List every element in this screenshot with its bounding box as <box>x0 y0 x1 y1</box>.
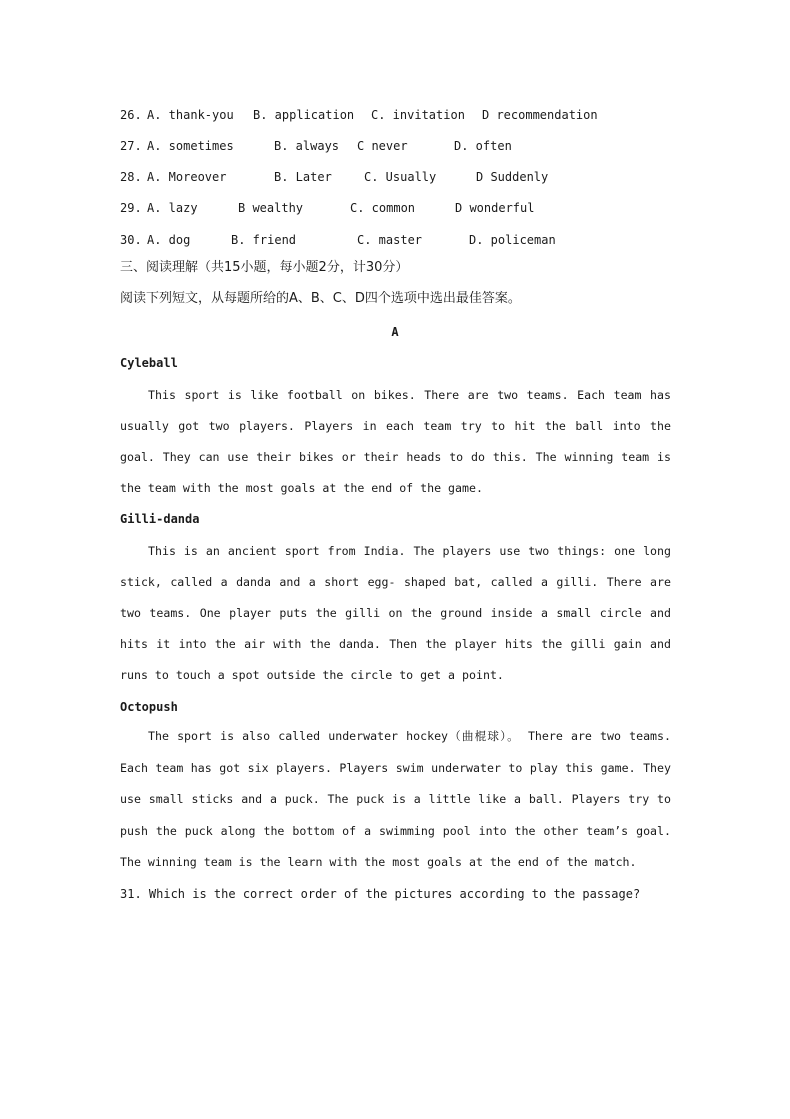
question-31: 31. Which is the correct order of the pictures according to the passage? <box>120 887 641 901</box>
option-c: C. invitation <box>371 108 465 122</box>
option-row-27 <box>120 138 680 154</box>
option-a: A. sometimes <box>147 139 234 153</box>
heading-gilli-danda: Gilli-danda <box>120 512 200 526</box>
passage-letter: A <box>391 325 399 339</box>
section-title: 三、阅读理解（共15小题，每小题2分，计30分） <box>120 260 409 275</box>
option-row-29 <box>120 200 680 216</box>
option-b: B. always <box>274 139 340 153</box>
paragraph-octopush: The sport is also called underwater hockey（曲棍球）。 There are two teams. Each team has got six players. Players swim underwater to play this game. They use small sticks and a puck. The puck is a little like a ball. Players try to push the puck along the bottom of a swimming pool into the other team’s goal. The winning team is the learn with the most goals at the end of the match. <box>120 729 671 869</box>
option-b: B. application <box>253 108 355 122</box>
option-c: C. common <box>350 201 416 215</box>
question-number: 26. <box>120 108 142 122</box>
heading-octopush: Octopush <box>120 700 178 714</box>
option-a: A. Moreover <box>147 170 227 184</box>
question-number: 28. <box>120 170 142 184</box>
option-d: D Suddenly <box>476 170 549 184</box>
heading-cyleball: Cyleball <box>120 356 178 370</box>
option-row-30 <box>120 232 680 248</box>
question-number: 27. <box>120 139 142 153</box>
option-b: B. friend <box>231 233 297 247</box>
option-a: A. lazy <box>147 201 198 215</box>
option-row-26 <box>120 107 680 123</box>
paragraph-cyleball: This sport is like football on bikes. There are two teams. Each team has usually got two players. Players in each team try to hit the ball into the goal. They can use their bikes or their heads to do this. The winning team is the team with the most goals at the end of the game. <box>120 388 671 495</box>
option-a: A. dog <box>147 233 191 247</box>
option-c: C. master <box>357 233 423 247</box>
question-number: 29. <box>120 201 142 215</box>
option-b: B. Later <box>274 170 332 184</box>
option-d: D. policeman <box>469 233 556 247</box>
option-d: D recommendation <box>482 108 598 122</box>
option-d: D wonderful <box>455 201 535 215</box>
option-c: C never <box>357 139 408 153</box>
option-d: D. often <box>454 139 512 153</box>
option-row-28 <box>120 169 680 185</box>
section-instruction: 阅读下列短文，从每题所给的A、B、C、D四个选项中选出最佳答案。 <box>120 291 521 306</box>
option-c: C. Usually <box>364 170 437 184</box>
option-b: B wealthy <box>238 201 304 215</box>
question-number: 30. <box>120 233 142 247</box>
option-a: A. thank-you <box>147 108 234 122</box>
paragraph-gilli-danda: This is an ancient sport from India. The players use two things: one long stick, called a danda and a short egg- shaped bat, called a gilli. There are two teams. One player puts the gilli on the ground inside a small circle and hits it into the air with the danda. Then the player hits the gilli gain and runs to touch a spot outside the circle to get a point. <box>120 544 671 682</box>
